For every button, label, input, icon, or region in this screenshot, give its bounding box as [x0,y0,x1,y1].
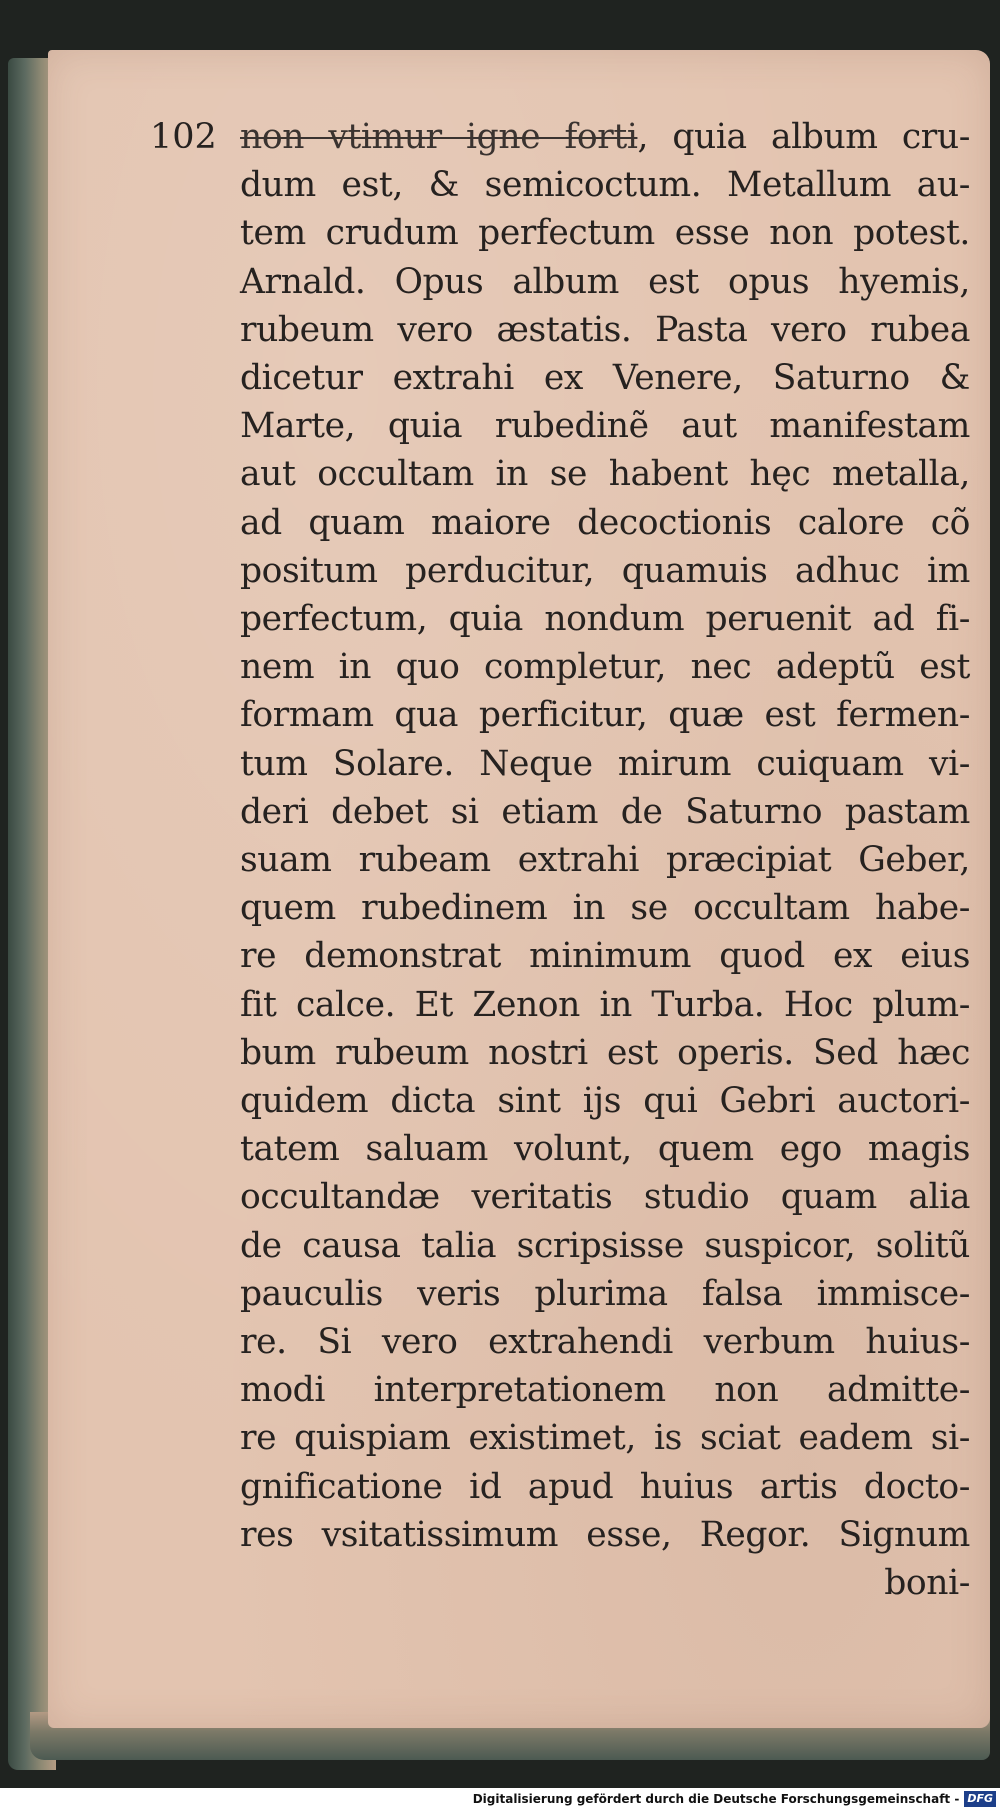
text-line: Marte, quia rubedinẽ aut manifestam [240,406,970,447]
digitization-credit [473,1789,996,1809]
text-line: Arnald. Opus album est opus hyemis, [240,261,970,302]
text-line: positum perducitur, quamuis adhuc im [240,550,970,591]
text-line: rubeum vero æstatis. Pasta vero rubea [240,309,970,350]
text-line: quem rubedinem in se occultam habe- [240,888,970,929]
text-line: dum est, & semicoctum. Metallum au- [240,165,970,206]
text-line: bum rubeum nostri est operis. Sed hæc [240,1032,970,1073]
text-line: tem crudum perfectum esse non potest. [240,213,970,254]
text-line: modi interpretationem non admitte- [240,1370,970,1411]
page-number: 102 [150,117,217,157]
text-line: occultandæ veritatis studio quam alia [240,1177,970,1218]
text-line: dicetur extrahi ex Venere, Saturno & [240,358,970,399]
text-line: tum Solare. Neque mirum cuiquam vi- [240,743,970,784]
struck-through-text: non vtimur igne forti [240,117,638,157]
text-line: quidem dicta sint ijs qui Gebri auctori- [240,1081,970,1122]
text-line: nem in quo completur, nec adeptũ est [240,647,970,688]
text-line: re quispiam existimet, is sciat eadem si- [240,1418,970,1459]
text-line: de causa talia scripsisse suspicor, solitũ [240,1225,970,1266]
text-line: perfectum, quia nondum peruenit ad fi- [240,599,970,640]
text-line: res vsitatissimum esse, Regor. Signum [240,1514,970,1555]
text-line: tatem saluam volunt, quem ego magis [240,1129,970,1170]
text-line: re. Si vero extrahendi verbum huius- [240,1322,970,1363]
text-line-1-rest: , quia album cru- [637,117,970,157]
text-line: aut occultam in se habent hęc metalla, [240,454,970,495]
text-line: pauculis veris plurima falsa immisce- [240,1273,970,1314]
text-line-1 [240,113,970,161]
credit-text: Digitalisierung gefördert durch die Deutsche Forschungsgemeinschaft - [472,1792,960,1806]
text-line: suam rubeam extrahi præcipiat Geber, [240,840,970,881]
dfg-logo: DFG [964,1791,996,1807]
text-line: gnificatione id apud huius artis docto- [240,1466,970,1507]
text-line: re demonstrat minimum quod ex eius [240,936,970,977]
text-line: fit calce. Et Zenon in Turba. Hoc plum- [240,984,970,1025]
catchword: boni- [884,1563,970,1604]
text-line: formam qua perficitur, quæ est fermen- [240,695,970,736]
text-line: ad quam maiore decoctionis calore cõ [240,502,970,543]
body-text [240,113,970,1607]
text-line: deri debet si etiam de Saturno pastam [240,791,970,832]
